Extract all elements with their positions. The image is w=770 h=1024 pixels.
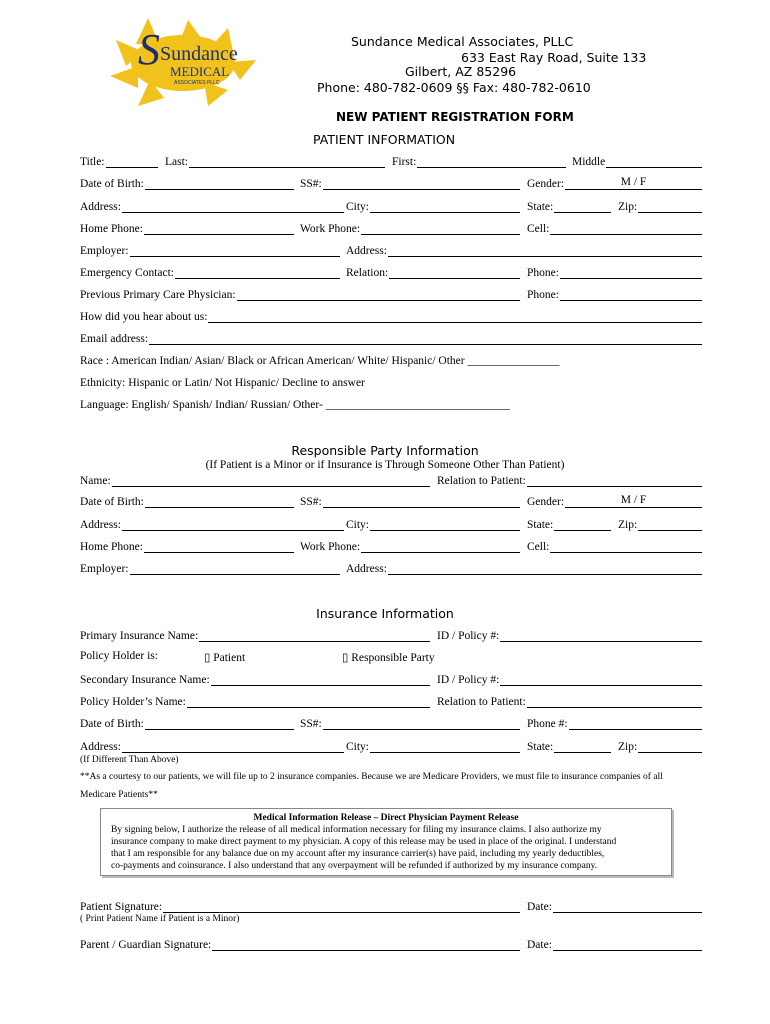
company-street: 633 East Ray Road, Suite 133 (461, 50, 647, 65)
responsible-cell-field[interactable]: Cell: (527, 538, 702, 553)
holder-name-field[interactable]: Policy Holder’s Name: (80, 693, 430, 708)
logo-word2: MEDICAL (170, 64, 230, 79)
email-field[interactable]: Email address: (80, 330, 702, 345)
guardian-date-field[interactable]: Date: (527, 936, 702, 951)
heard-row (80, 308, 702, 324)
heard-about-field[interactable]: How did you hear about us: (80, 308, 702, 323)
patient-dob-row (80, 175, 702, 191)
patient-name-row (80, 153, 702, 169)
patient-address-row (80, 198, 702, 214)
secondary-policy-field[interactable]: ID / Policy #: (437, 671, 702, 686)
responsible-state-field[interactable]: State: (527, 516, 611, 531)
company-city: Gilbert, AZ 85296 (405, 64, 517, 79)
checkbox-icon[interactable]: ▯ (342, 652, 349, 664)
holder-address-field[interactable]: Address: (80, 738, 344, 753)
responsible-employer-row (80, 560, 702, 576)
responsible-employer-address-field[interactable]: Address: (346, 560, 702, 575)
ssn-field[interactable]: SS#: (300, 175, 520, 190)
logo-word1: Sundance (160, 43, 238, 65)
release-box (100, 808, 672, 876)
holder-name-row (80, 693, 702, 709)
courtesy-note-1: **As a courtesy to our patients, we will file up to 2 insurance companies. Because we are Medicare Providers, we must file to insurance companies of all (80, 772, 663, 782)
primary-insurance-field[interactable]: Primary Insurance Name: (80, 627, 430, 642)
responsible-name-row (80, 472, 702, 488)
responsible-relation-field[interactable]: Relation to Patient: (437, 472, 702, 487)
release-line-1: By signing below, I authorize the release of all medical information necessary for filing my insurance claims. I also authorize my (111, 825, 602, 835)
insurance-heading: Insurance Information (316, 606, 454, 621)
responsible-ssn-field[interactable]: SS#: (300, 493, 520, 508)
form-title: NEW PATIENT REGISTRATION FORM (336, 110, 574, 124)
prev-pcp-field[interactable]: Previous Primary Care Physician: (80, 286, 520, 301)
responsible-dob-row (80, 493, 702, 509)
guardian-signature-field[interactable]: Parent / Guardian Signature: (80, 936, 520, 951)
primary-policy-field[interactable]: ID / Policy #: (437, 627, 702, 642)
city-field[interactable]: City: (346, 198, 520, 213)
release-line-3: that I am responsible for any balance due on my account after my insurance carrier(s) have paid, including my yearly deductibles, (111, 849, 605, 859)
responsible-work-phone-field[interactable]: Work Phone: (300, 538, 520, 553)
prev-pcp-phone-field[interactable]: Phone: (527, 286, 702, 301)
emergency-phone-field[interactable]: Phone: (527, 264, 702, 279)
holder-zip-field[interactable]: Zip: (618, 738, 702, 753)
responsible-address-row (80, 516, 702, 532)
first-name-field[interactable]: First: (392, 153, 566, 168)
responsible-zip-field[interactable]: Zip: (618, 516, 702, 531)
holder-dob-row (80, 715, 702, 731)
state-field[interactable]: State: (527, 198, 611, 213)
different-note: (If Different Than Above) (80, 755, 179, 765)
ethnicity-line[interactable]: Ethnicity: Hispanic or Latin/ Not Hispanic/ Decline to answer (80, 377, 365, 389)
employer-row (80, 242, 702, 258)
holder-state-field[interactable]: State: (527, 738, 611, 753)
prev-pcp-row (80, 286, 702, 302)
holder-responsible-option[interactable]: ▯ Responsible Party (342, 652, 435, 664)
gender-field[interactable]: Gender: M / F (527, 175, 702, 190)
cell-field[interactable]: Cell: (527, 220, 702, 235)
patient-date-field[interactable]: Date: (527, 898, 702, 913)
policy-holder-row (80, 650, 702, 666)
dob-field[interactable]: Date of Birth: (80, 175, 294, 190)
primary-insurance-row (80, 627, 702, 643)
courtesy-note-2: Medicare Patients** (80, 790, 158, 800)
secondary-insurance-row (80, 671, 702, 687)
responsible-heading: Responsible Party Information (291, 443, 479, 458)
company-phone-fax: Phone: 480-782-0609 §§ Fax: 480-782-0610 (317, 80, 591, 95)
middle-name-field[interactable]: Middle (572, 153, 702, 168)
holder-city-field[interactable]: City: (346, 738, 520, 753)
guardian-signature-row (80, 936, 702, 952)
race-line[interactable]: Race : American Indian/ Asian/ Black or African American/ White/ Hispanic/ Other ________________ (80, 355, 560, 367)
release-line-4: co-payments and coinsurance. I also understand that any overpayment will be refunded if authorized by my insurance company. (111, 861, 598, 871)
patient-signature-field[interactable]: Patient Signature: (80, 898, 520, 913)
release-line-2: insurance company to make direct payment to my physician. A copy of this release may be used in place of the original. I understand (111, 837, 617, 847)
responsible-home-phone-field[interactable]: Home Phone: (80, 538, 294, 553)
emergency-contact-field[interactable]: Emergency Contact: (80, 264, 340, 279)
secondary-insurance-field[interactable]: Secondary Insurance Name: (80, 671, 430, 686)
work-phone-field[interactable]: Work Phone: (300, 220, 520, 235)
release-title: Medical Information Release – Direct Physician Payment Release (253, 813, 519, 823)
responsible-subheading: (If Patient is a Minor or if Insurance is Through Someone Other Than Patient) (205, 459, 565, 471)
responsible-address-field[interactable]: Address: (80, 516, 344, 531)
responsible-phone-row (80, 538, 702, 554)
svg-text:S: S (138, 25, 160, 74)
company-name: Sundance Medical Associates, PLLC (351, 34, 574, 49)
holder-relation-field[interactable]: Relation to Patient: (437, 693, 702, 708)
last-name-field[interactable]: Last: (165, 153, 385, 168)
zip-field[interactable]: Zip: (618, 198, 702, 213)
responsible-city-field[interactable]: City: (346, 516, 520, 531)
relation-field[interactable]: Relation: (346, 264, 520, 279)
patient-phone-row (80, 220, 702, 236)
patient-info-heading: PATIENT INFORMATION (313, 132, 456, 147)
logo-word3: ASSOCIATES PLLC (174, 80, 220, 86)
language-line[interactable]: Language: English/ Spanish/ Indian/ Russian/ Other- ________________________________ (80, 399, 510, 411)
checkbox-icon[interactable]: ▯ (204, 652, 211, 664)
email-row (80, 330, 702, 346)
minor-note: ( Print Patient Name if Patient is a Minor) (80, 914, 240, 924)
holder-address-row (80, 738, 702, 754)
holder-patient-option[interactable]: ▯ Patient (204, 652, 246, 664)
emergency-row (80, 264, 702, 280)
company-logo (108, 16, 258, 108)
address-field[interactable]: Address: (80, 198, 344, 213)
employer-field[interactable]: Employer: (80, 242, 340, 257)
employer-address-field[interactable]: Address: (346, 242, 702, 257)
holder-dob-field[interactable]: Date of Birth: (80, 715, 294, 730)
home-phone-field[interactable]: Home Phone: (80, 220, 294, 235)
holder-phone-field[interactable]: Phone #: (527, 715, 702, 730)
responsible-name-field[interactable]: Name: (80, 472, 430, 487)
responsible-gender-field[interactable]: Gender: M / F (527, 493, 702, 508)
title-field[interactable]: Title: (80, 153, 158, 168)
holder-ssn-field[interactable]: SS#: (300, 715, 520, 730)
patient-signature-row (80, 898, 702, 914)
responsible-dob-field[interactable]: Date of Birth: (80, 493, 294, 508)
policy-holder-label: Policy Holder is: (80, 650, 158, 662)
responsible-employer-field[interactable]: Employer: (80, 560, 340, 575)
